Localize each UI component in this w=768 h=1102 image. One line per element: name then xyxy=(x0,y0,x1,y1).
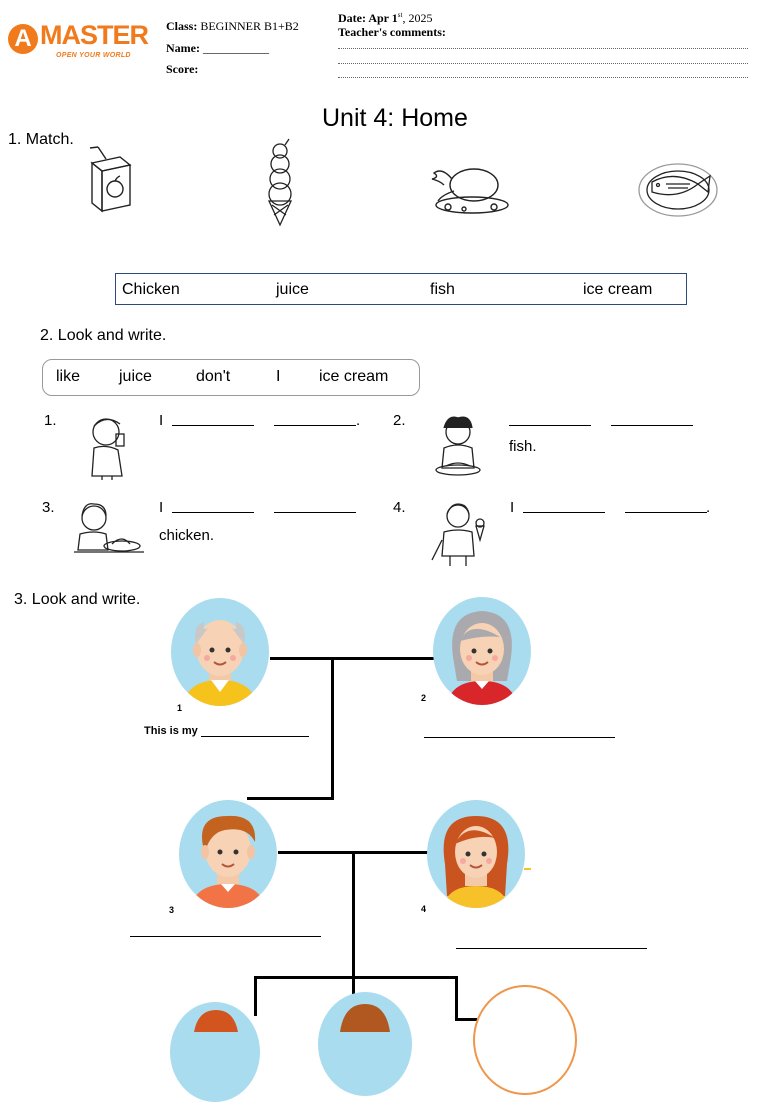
logo-name: MASTER xyxy=(40,20,148,50)
item1-blank-2 xyxy=(274,425,356,426)
comments-label: Teacher's comments: xyxy=(338,25,446,39)
father-answer-blank xyxy=(130,936,321,937)
date-line xyxy=(338,11,432,26)
child-left-portrait xyxy=(170,1002,260,1102)
bank-i: I xyxy=(276,368,281,385)
class-line xyxy=(166,19,299,34)
date-label: Date: Apr 1 xyxy=(338,11,398,25)
bank-like: like xyxy=(56,368,81,385)
tree-line-child-left xyxy=(254,976,257,1016)
word-juice: juice xyxy=(276,281,309,298)
grandfather-answer-blank xyxy=(201,736,309,737)
bank-juice: juice xyxy=(119,368,152,385)
child-right-empty-circle xyxy=(473,985,577,1095)
date-sup: st xyxy=(397,11,403,19)
item1-end: . xyxy=(356,412,361,429)
item2-number: 2. xyxy=(393,412,406,429)
item3-blank-2 xyxy=(274,512,356,513)
item2-after: fish. xyxy=(509,438,537,455)
juice-box-picture xyxy=(84,145,134,213)
mother-answer-blank xyxy=(456,948,647,949)
item4-end: . xyxy=(706,499,711,516)
item3-prefix: I xyxy=(159,499,164,516)
label-3: 3 xyxy=(169,905,175,915)
boy-ice-cream-picture xyxy=(428,500,490,568)
section3-heading: 3. Look and write. xyxy=(14,591,141,608)
name-label: Name: xyxy=(166,41,200,55)
item1-prefix: I xyxy=(159,412,164,429)
roast-chicken-picture xyxy=(428,155,510,215)
item1-blank-1 xyxy=(172,425,254,426)
label-4: 4 xyxy=(421,904,427,914)
score-line xyxy=(166,62,198,77)
item2-blank-2 xyxy=(611,425,693,426)
word-fish: fish xyxy=(430,281,455,298)
date-year: , 2025 xyxy=(402,11,433,25)
logo-tagline: OPEN YOUR WORLD xyxy=(56,52,131,59)
tree-line-child-right-end xyxy=(455,1018,477,1021)
this-is-my-text: This is my xyxy=(144,725,198,737)
item3-blank-1 xyxy=(172,512,254,513)
grandmother-portrait xyxy=(433,597,531,705)
section1-heading: 1. Match. xyxy=(8,131,74,148)
item1-number: 1. xyxy=(44,412,57,429)
girl-chicken-picture xyxy=(74,500,144,558)
item4-blank-1 xyxy=(523,512,605,513)
score-label: Score: xyxy=(166,62,199,76)
item3-after: chicken. xyxy=(159,527,215,544)
section2-heading: 2. Look and write. xyxy=(40,327,167,344)
boy-drinking-picture xyxy=(86,414,138,480)
bank-ice-cream: ice cream xyxy=(319,368,389,385)
item4-number: 4. xyxy=(393,499,406,516)
fish-plate-picture xyxy=(636,160,720,220)
item4-blank-2 xyxy=(625,512,707,513)
logo-a-circle: A xyxy=(8,24,38,54)
comment-line-2 xyxy=(338,63,748,64)
class-label: Class: xyxy=(166,19,198,33)
tree-line-children xyxy=(254,976,458,979)
bank-dont: don't xyxy=(196,368,231,385)
comment-line-3 xyxy=(338,77,748,78)
girl-eating-fish-picture xyxy=(430,414,488,480)
mother-portrait xyxy=(427,800,525,908)
tree-line-grand-drop xyxy=(331,657,334,800)
father-portrait xyxy=(179,800,277,908)
mother-dash-mark xyxy=(524,868,531,870)
word-ice-cream: ice cream xyxy=(583,281,653,298)
class-value: BEGINNER B1+B2 xyxy=(200,19,299,33)
tree-line-grandparents xyxy=(270,657,434,660)
grandfather-portrait xyxy=(171,598,269,706)
name-blank: ___________ xyxy=(202,41,269,55)
ice-cream-picture xyxy=(262,137,298,227)
grandmother-answer-blank xyxy=(424,737,615,738)
page-title: Unit 4: Home xyxy=(322,104,468,132)
item4-prefix: I xyxy=(510,499,515,516)
item3-number: 3. xyxy=(42,499,55,516)
label-2: 2 xyxy=(421,693,427,703)
name-line xyxy=(166,41,269,56)
child-middle-portrait xyxy=(318,992,412,1096)
comment-line-1 xyxy=(338,48,748,49)
word-chicken: Chicken xyxy=(122,281,180,298)
tree-line-to-father xyxy=(247,797,334,800)
tree-line-child-right xyxy=(455,976,458,1020)
label-1: 1 xyxy=(177,703,183,713)
item2-blank-1 xyxy=(509,425,591,426)
